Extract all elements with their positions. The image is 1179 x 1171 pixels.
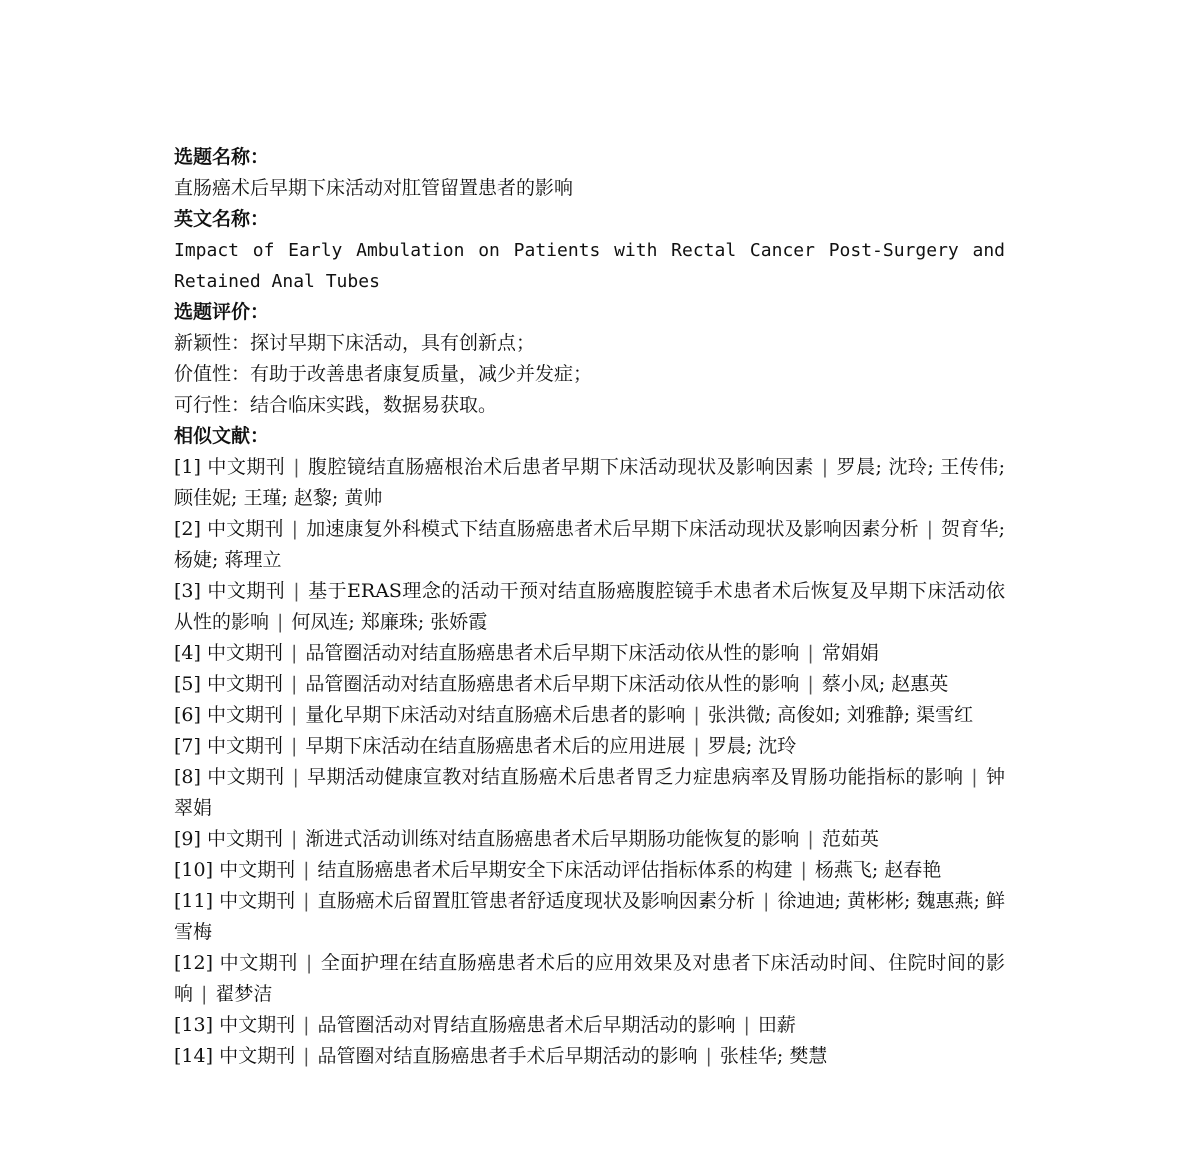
reference-index: [3] <box>174 580 201 602</box>
reference-type: 中文期刊 <box>207 766 285 788</box>
reference-separator: | <box>303 890 310 912</box>
reference-separator: | <box>277 611 284 633</box>
reference-separator: | <box>305 952 313 974</box>
reference-separator: | <box>763 890 770 912</box>
reference-separator: | <box>290 735 298 757</box>
evaluation-feasibility: 可行性：结合临床实践，数据易获取。 <box>174 394 498 416</box>
reference-item <box>174 576 1005 638</box>
reference-authors: 翟梦洁 <box>215 983 273 1005</box>
reference-separator: | <box>807 673 814 695</box>
english-text: Impact of Early Ambulation on Patients with Rectal Cancer Post-Surgery and Retained Anal Tubes <box>174 240 1005 292</box>
reference-separator: | <box>926 518 934 540</box>
reference-item <box>174 762 1005 824</box>
reference-item <box>174 669 1005 700</box>
reference-separator: | <box>705 1045 712 1067</box>
reference-authors: 田薪 <box>757 1014 796 1036</box>
reference-title: 结直肠癌患者术后早期安全下床活动评估指标体系的构建 <box>317 859 793 881</box>
reference-index: [13] <box>174 1014 214 1036</box>
reference-separator: | <box>800 859 807 881</box>
evaluation-novelty: 新颖性：探讨早期下床活动，具有创新点； <box>174 332 536 354</box>
reference-authors: 杨燕飞; 赵春艳 <box>814 859 942 881</box>
reference-separator: | <box>807 828 814 850</box>
reference-title: 品管圈活动对胃结直肠癌患者术后早期活动的影响 <box>317 1014 736 1036</box>
reference-title: 基于ERAS理念的活动干预对结直肠癌腹腔镜手术患者术后恢复及早期下床活动依从性的影响 <box>174 580 1005 633</box>
reference-separator: | <box>303 1014 310 1036</box>
reference-separator: | <box>743 1014 750 1036</box>
references-heading: 相似文献： <box>174 425 270 447</box>
reference-separator: | <box>201 983 208 1005</box>
reference-type: 中文期刊 <box>206 673 283 695</box>
reference-separator: | <box>293 456 300 478</box>
reference-index: [14] <box>174 1045 214 1067</box>
reference-index: [2] <box>174 518 201 540</box>
reference-title: 量化早期下床活动对结直肠癌术后患者的影响 <box>305 704 686 726</box>
reference-item <box>174 452 1005 514</box>
reference-separator: | <box>303 1045 310 1067</box>
reference-type: 中文期刊 <box>219 890 296 912</box>
reference-item <box>174 514 1005 576</box>
reference-separator: | <box>290 642 298 664</box>
reference-index: [6] <box>174 704 201 726</box>
reference-title: 早期活动健康宣教对结直肠癌术后患者胃乏力症患病率及胃肠功能指标的影响 <box>306 766 964 788</box>
topic-text: 直肠癌术后早期下床活动对肛管留置患者的影响 <box>174 177 574 199</box>
reference-separator: | <box>292 766 299 788</box>
document-page <box>174 142 1005 1072</box>
reference-authors: 徐迪迪; 黄彬彬; 魏惠燕; 鲜雪梅 <box>174 890 1005 943</box>
reference-separator: | <box>821 456 829 478</box>
reference-authors: 罗晨; 沈玲; 王传伟; 顾佳妮; 王瑾; 赵黎; 黄帅 <box>174 456 1005 509</box>
reference-item <box>174 855 1005 886</box>
reference-separator: | <box>293 580 300 602</box>
reference-item <box>174 700 1005 731</box>
reference-separator: | <box>971 766 978 788</box>
reference-item <box>174 824 1005 855</box>
reference-type: 中文期刊 <box>219 952 298 974</box>
reference-title: 直肠癌术后留置肛管患者舒适度现状及影响因素分析 <box>317 890 756 912</box>
reference-authors: 张洪微; 高俊如; 刘雅静; 渠雪红 <box>707 704 974 726</box>
reference-separator: | <box>290 704 298 726</box>
reference-authors: 范茹英 <box>821 828 879 850</box>
reference-title: 品管圈活动对结直肠癌患者术后早期下床活动依从性的影响 <box>305 642 800 664</box>
reference-title: 渐进式活动训练对结直肠癌患者术后早期肠功能恢复的影响 <box>305 828 800 850</box>
reference-index: [12] <box>174 952 214 974</box>
reference-authors: 钟翠娟 <box>174 766 1005 819</box>
reference-item <box>174 1010 1005 1041</box>
reference-index: [9] <box>174 828 201 850</box>
reference-type: 中文期刊 <box>206 735 283 757</box>
topic-heading: 选题名称： <box>174 146 270 168</box>
reference-type: 中文期刊 <box>219 1045 296 1067</box>
reference-index: [10] <box>174 859 214 881</box>
reference-item <box>174 886 1005 948</box>
reference-separator: | <box>693 704 700 726</box>
reference-authors: 张桂华; 樊慧 <box>719 1045 828 1067</box>
reference-authors: 罗晨; 沈玲 <box>707 735 797 757</box>
reference-separator: | <box>693 735 700 757</box>
reference-type: 中文期刊 <box>206 704 283 726</box>
reference-type: 中文期刊 <box>206 828 283 850</box>
evaluation-value: 价值性：有助于改善患者康复质量，减少并发症； <box>174 363 593 385</box>
reference-item <box>174 948 1005 1010</box>
reference-index: [8] <box>174 766 201 788</box>
reference-type: 中文期刊 <box>219 1014 296 1036</box>
reference-title: 品管圈对结直肠癌患者手术后早期活动的影响 <box>317 1045 698 1067</box>
reference-item <box>174 638 1005 669</box>
reference-title: 早期下床活动在结直肠癌患者术后的应用进展 <box>305 735 686 757</box>
reference-type: 中文期刊 <box>207 580 286 602</box>
reference-title: 品管圈活动对结直肠癌患者术后早期下床活动依从性的影响 <box>305 673 800 695</box>
reference-type: 中文期刊 <box>207 456 286 478</box>
reference-list <box>174 452 1005 1072</box>
reference-separator: | <box>291 518 299 540</box>
reference-separator: | <box>290 828 298 850</box>
reference-type: 中文期刊 <box>219 859 296 881</box>
evaluation-heading: 选题评价： <box>174 301 270 323</box>
reference-authors: 蔡小凤; 赵惠英 <box>821 673 949 695</box>
reference-type: 中文期刊 <box>206 642 283 664</box>
reference-authors: 何凤连; 郑廉珠; 张娇霞 <box>291 611 488 633</box>
reference-index: [5] <box>174 673 201 695</box>
reference-type: 中文期刊 <box>207 518 284 540</box>
english-heading: 英文名称： <box>174 208 270 230</box>
reference-item <box>174 1041 1005 1072</box>
reference-title: 腹腔镜结直肠癌根治术后患者早期下床活动现状及影响因素 <box>307 456 814 478</box>
reference-separator: | <box>807 642 814 664</box>
reference-index: [7] <box>174 735 201 757</box>
reference-index: [11] <box>174 890 214 912</box>
reference-separator: | <box>290 673 298 695</box>
reference-index: [1] <box>174 456 201 478</box>
reference-title: 全面护理在结直肠癌患者术后的应用效果及对患者下床活动时间、住院时间的影响 <box>174 952 1005 1005</box>
reference-authors: 常娟娟 <box>821 642 879 664</box>
reference-item <box>174 731 1005 762</box>
reference-title: 加速康复外科模式下结直肠癌患者术后早期下床活动现状及影响因素分析 <box>306 518 919 540</box>
reference-index: [4] <box>174 642 201 664</box>
reference-separator: | <box>303 859 310 881</box>
reference-authors: 贺育华; 杨婕; 蒋理立 <box>174 518 1005 571</box>
